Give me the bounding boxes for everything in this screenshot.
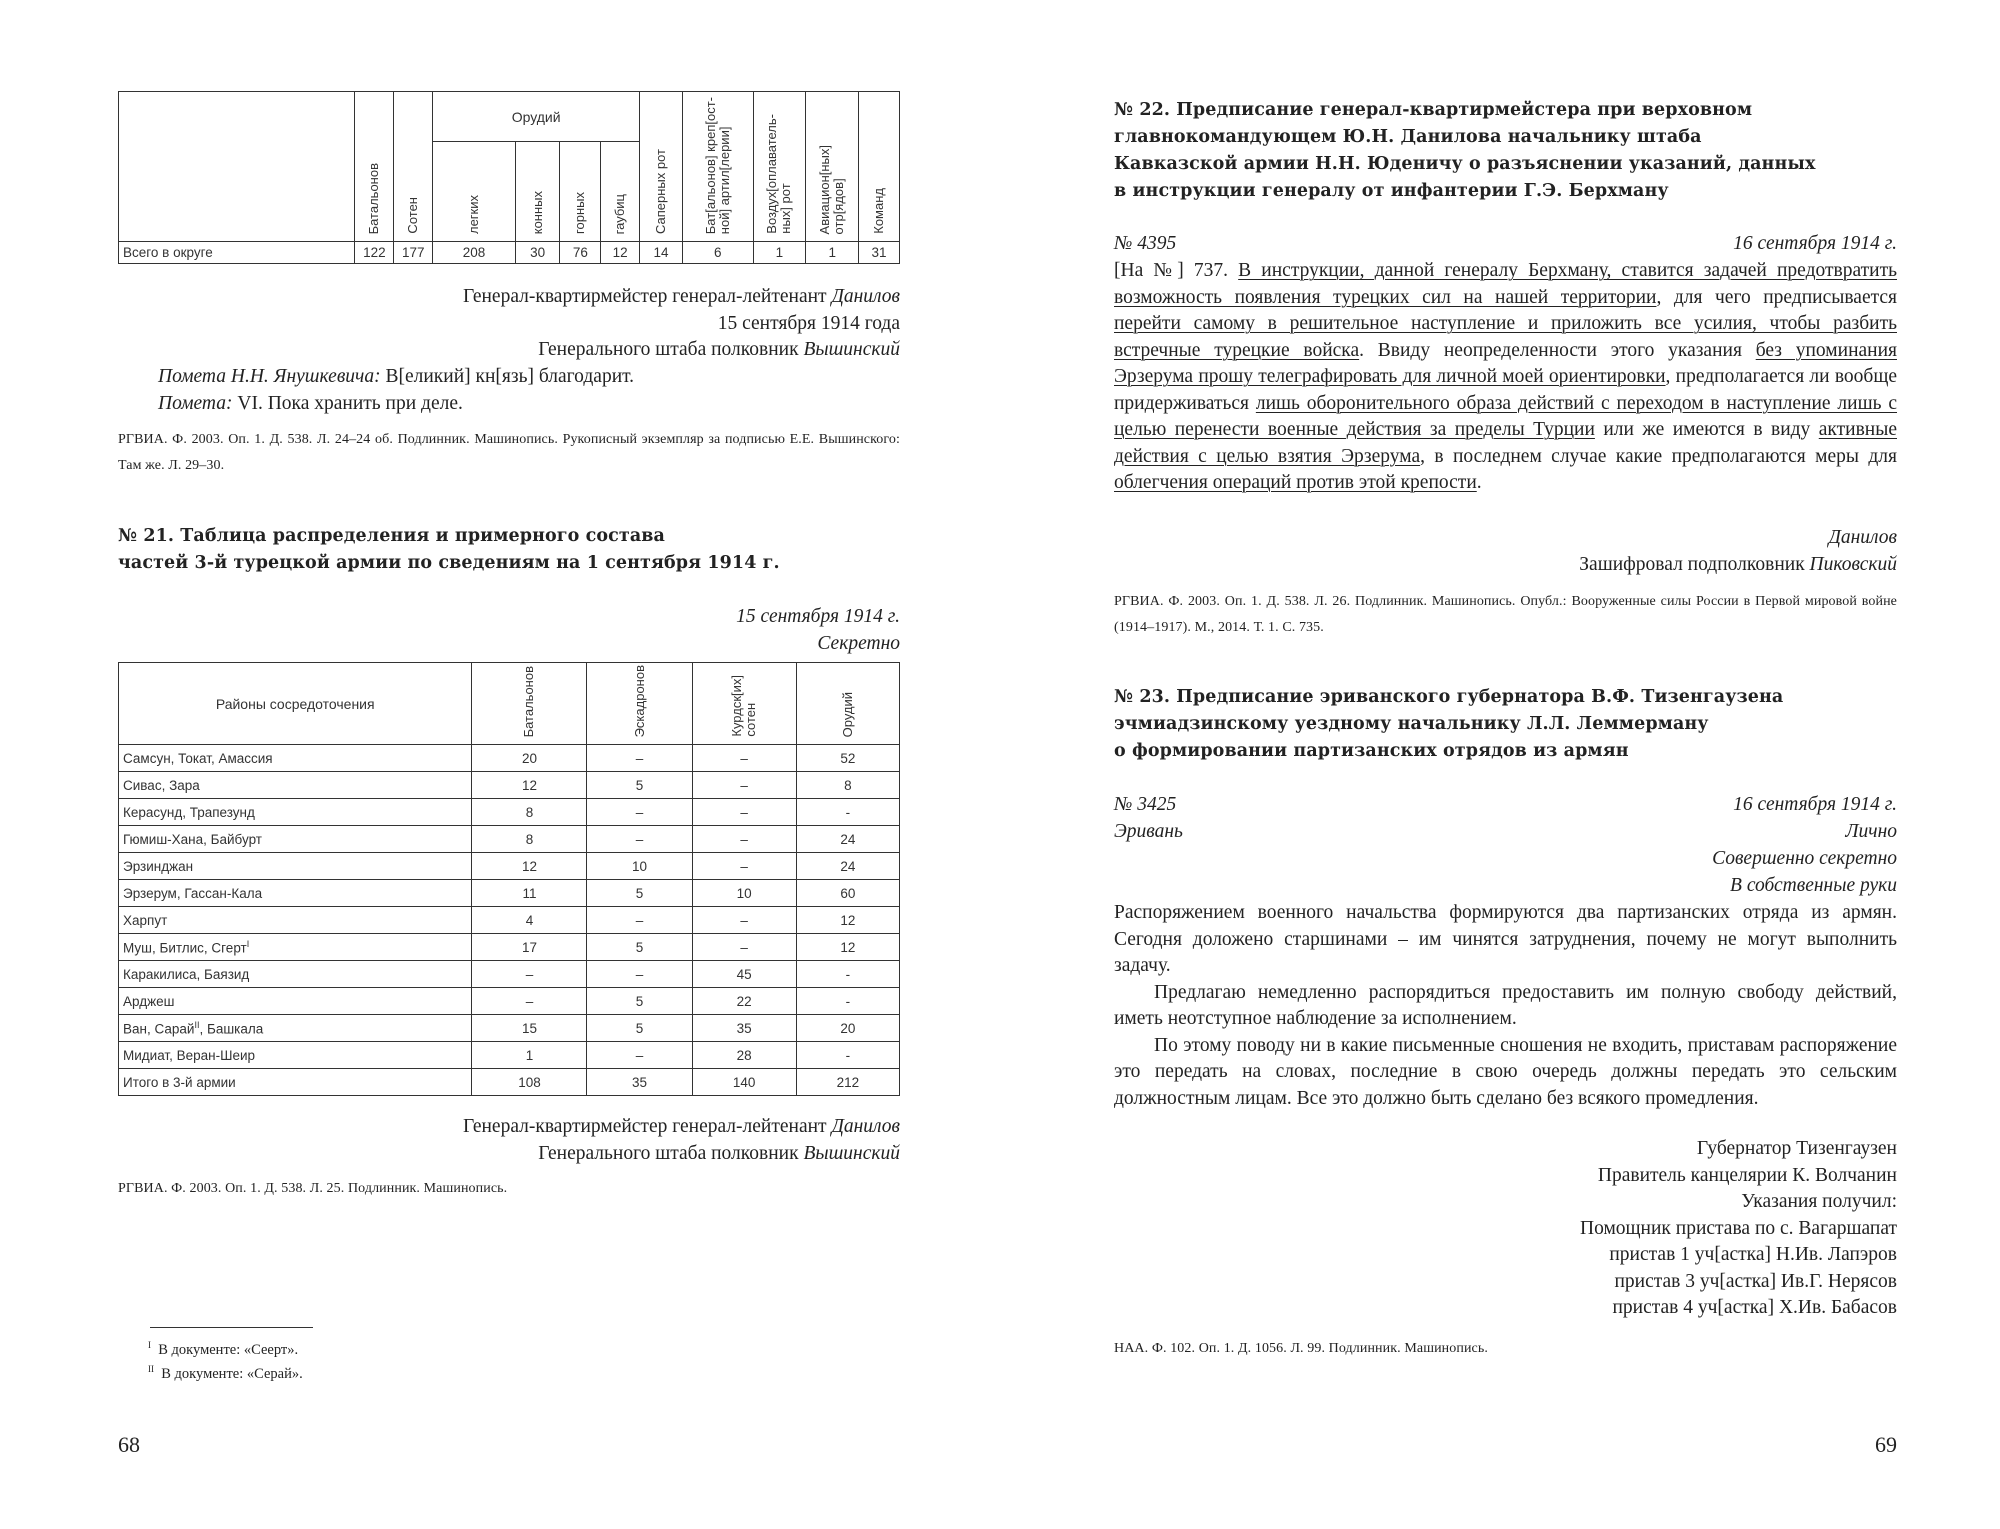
row-label: Муш, Битлис, Сгерт$^I$	[119, 934, 472, 961]
table-row	[119, 1042, 900, 1069]
signature-line: Помощник пристава по с. Вагаршапат	[1579, 1217, 1897, 1239]
table-row	[119, 826, 900, 853]
table-row	[119, 242, 900, 264]
source-citation: РГВИА. Ф. 2003. Оп. 1. Д. 538. Л. 25. Подлинник. Машинопись.	[118, 1181, 508, 1196]
signature-block	[118, 284, 900, 364]
column-header: гаубиц	[601, 142, 640, 242]
footnote-mark: I	[246, 938, 250, 949]
cell: 60	[796, 880, 899, 907]
column-header: Авиацион[ных] отр[ядов]	[806, 92, 859, 242]
document-date: 16 сентября 1914 г.	[1733, 233, 1897, 254]
cell: –	[587, 799, 692, 826]
title-line: в инструкции генералу от инфантерии Г.Э. Берхману	[1114, 181, 1669, 201]
footnote-text: В документе: «Сеерт».	[158, 1341, 299, 1358]
cell: -	[796, 961, 899, 988]
document-number: № 3425	[1114, 794, 1177, 815]
table-row	[119, 880, 900, 907]
cell: 52	[796, 745, 899, 772]
footnote	[148, 1360, 648, 1384]
cell: 15	[472, 1015, 587, 1042]
column-header: Батальонов	[472, 663, 587, 745]
row-label: Сивас, Зара	[119, 772, 472, 799]
underlined-text: лишь оборонительного образа действий с переходом в наступление лишь с целью перенести военные действия за пределы Турции	[1114, 392, 1898, 440]
signature-title: Зашифровал подполковник	[1579, 554, 1810, 575]
footnote	[148, 1336, 648, 1360]
underlined-text: перейти самому в решительное наступление и приложить все усилия, чтобы разбить встречные турецкие войска	[1114, 313, 1897, 361]
group-header: Орудий	[433, 92, 640, 142]
cell: –	[692, 745, 796, 772]
cell: 14	[640, 242, 683, 264]
cell: 4	[472, 907, 587, 934]
text-segment: , в последнем случае какие предполагаются меры для	[1420, 445, 1897, 467]
column-header: конных	[515, 142, 560, 242]
text-segment: или же имеются в виду	[1594, 419, 1819, 440]
cell: –	[472, 961, 587, 988]
row-label: Мидиат, Веран-Шеир	[119, 1042, 472, 1069]
text-segment: [На №] 737.	[1114, 260, 1239, 281]
row-label: Харпут	[119, 907, 472, 934]
cell: –	[472, 988, 587, 1015]
cell: 30	[515, 242, 560, 264]
signature-name: Пиковский	[1809, 554, 1897, 575]
cell: 17	[472, 934, 587, 961]
cell: 5	[587, 1015, 692, 1042]
cell: 11	[472, 880, 587, 907]
document-date: 16 сентября 1914 г.	[1733, 794, 1897, 815]
army-distribution-table	[118, 662, 900, 1096]
signature-name: Данилов	[1828, 527, 1897, 548]
cell: –	[587, 745, 692, 772]
cell: 45	[692, 961, 796, 988]
cell: –	[692, 934, 796, 961]
column-header: Орудий	[796, 663, 899, 745]
cell: 1	[472, 1042, 587, 1069]
row-label: Ван, Сарай$^{II}$, Башкала	[119, 1015, 472, 1042]
signature-title: Генерального штаба полковник	[538, 1142, 804, 1164]
table-row	[119, 988, 900, 1015]
column-header: Воздух[оплаватель- ных] рот	[753, 92, 806, 242]
title-line: главнокомандующем Ю.Н. Данилова начальнику штаба	[1114, 127, 1702, 147]
signature-line: пристав 1 уч[астка] Н.Ив. Лапэров	[1609, 1244, 1897, 1265]
cell: 20	[472, 745, 587, 772]
signature-title: Генерал-квартирмейстер генерал-лейтенант	[463, 1116, 832, 1137]
table-row	[119, 799, 900, 826]
secrecy-mark: Секретно	[817, 633, 900, 654]
signature-line: пристав 4 уч[астка] Х.Ив. Бабасов	[1612, 1297, 1897, 1318]
cell: 12	[601, 242, 640, 264]
underlined-text: облегчения операций против этой крепости	[1114, 472, 1477, 493]
cell: -	[796, 1042, 899, 1069]
underlined-text: В инструкции, данной генералу Берхману, ставится задачей предотвратить возможность появления турецких сил на нашей территории	[1114, 260, 1897, 308]
row-label: Самсун, Токат, Амассия	[119, 745, 472, 772]
signature-name: Вышинский	[803, 1142, 900, 1164]
document-title	[118, 523, 918, 577]
table-row	[119, 961, 900, 988]
title-line: частей 3-й турецкой армии по сведениям на 1 сентября 1914 г.	[118, 553, 780, 573]
table-row	[119, 853, 900, 880]
title-line: № 22. Предписание генерал-квартирмейстера при верховном	[1114, 100, 1753, 120]
table-row	[119, 1069, 900, 1096]
cell: 177	[394, 242, 433, 264]
cell: 108	[472, 1069, 587, 1096]
cell: –	[692, 772, 796, 799]
cell: –	[692, 826, 796, 853]
cell: 5	[587, 988, 692, 1015]
secrecy-mark: В собственные руки	[1730, 875, 1897, 896]
footnote-mark: II	[194, 1019, 200, 1030]
cell: –	[692, 853, 796, 880]
document-title	[1114, 684, 1914, 765]
cell: –	[692, 907, 796, 934]
column-header: Сотен	[394, 92, 433, 242]
cell: 122	[355, 242, 394, 264]
right-page	[1000, 0, 2000, 1529]
footnote-mark: II	[148, 1363, 154, 1374]
cell: 1	[806, 242, 859, 264]
cell: –	[692, 799, 796, 826]
note-label: Помета Н.Н. Янушкевича:	[158, 366, 381, 387]
title-line: о формировании партизанских отрядов из армян	[1114, 741, 1629, 761]
column-header: горных	[560, 142, 601, 242]
document-body	[1114, 258, 1897, 497]
cell: 24	[796, 853, 899, 880]
row-label: Арджеш	[119, 988, 472, 1015]
signature-line: Правитель канцелярии К. Волчанин	[1597, 1164, 1897, 1186]
signature-block	[118, 1114, 900, 1167]
cell: 208	[433, 242, 516, 264]
district-totals-table	[118, 91, 900, 264]
cell: 8	[472, 826, 587, 853]
cell: 140	[692, 1069, 796, 1096]
cell: 5	[587, 880, 692, 907]
cell: 20	[796, 1015, 899, 1042]
cell: –	[587, 1042, 692, 1069]
column-header: Районы сосредоточения	[119, 663, 472, 745]
cell: 212	[796, 1069, 899, 1096]
document-title	[1114, 97, 1914, 205]
cell: -	[796, 988, 899, 1015]
cell: 10	[692, 880, 796, 907]
cell: 12	[472, 772, 587, 799]
document-body	[1114, 900, 1897, 1112]
secrecy-mark: Совершенно секретно	[1712, 848, 1897, 869]
cell: 8	[796, 772, 899, 799]
cell: 35	[587, 1069, 692, 1096]
source-citation: НАА. Ф. 102. Оп. 1. Д. 1056. Л. 99. Подлинник. Машинопись.	[1114, 1341, 1488, 1356]
table-row	[119, 907, 900, 934]
cell: 10	[587, 853, 692, 880]
column-header: Батальонов	[355, 92, 394, 242]
row-label: Гюмиш-Хана, Байбурт	[119, 826, 472, 853]
title-line: эчмиадзинскому уездному начальнику Л.Л. Леммерману	[1114, 714, 1709, 734]
signature-line: пристав 3 уч[астка] Ив.Г. Нерясов	[1614, 1270, 1897, 1292]
paragraph: Распоряжением военного начальства формируются два партизанских отряда из армян. Сегодня доложено старшинами – им чинятся затруднения, почему не могут выполнить задачу.	[1114, 902, 1897, 976]
document-place: Эривань	[1114, 821, 1183, 842]
cell: 24	[796, 826, 899, 853]
footnote-mark: I	[148, 1340, 151, 1350]
note-text: В[еликий] кн[язь] благодарит.	[380, 366, 635, 387]
signature-name: Данилов	[831, 286, 900, 307]
cell: 28	[692, 1042, 796, 1069]
footnotes	[148, 1336, 648, 1384]
text-segment: , предполагается ли вообще придерживаться	[1114, 366, 1898, 414]
paragraph: Предлагаю немедленно распорядиться предоставить им полную свободу действий, иметь неотступное наблюдение за исполнением.	[1114, 981, 1897, 1029]
signature-name: Вышинский	[803, 339, 900, 360]
cell: 5	[587, 772, 692, 799]
cell: 31	[859, 242, 900, 264]
cell: 35	[692, 1015, 796, 1042]
row-label: Эрзинджан	[119, 853, 472, 880]
signature-block	[1114, 552, 1897, 579]
table-row	[119, 745, 900, 772]
cell: 5	[587, 934, 692, 961]
document-date: 15 сентября 1914 г.	[736, 606, 900, 627]
cell: 12	[472, 853, 587, 880]
column-header: Команд	[859, 92, 900, 242]
paragraph: По этому поводу ни в какие письменные сношения не входить, приставам распоряжение это передать на словах, последние в свою очередь должны передать это сельским должностным лицам. Все это должно быть сделано без всякого промедления.	[1114, 1034, 1897, 1109]
column-header: Эскадронов	[587, 663, 692, 745]
page-number: 69	[1875, 1432, 1897, 1457]
table-row	[119, 1015, 900, 1042]
row-label: Каракилиса, Баязид	[119, 961, 472, 988]
text-segment: . Ввиду неопределенности этого указания	[1359, 339, 1756, 361]
cell: 22	[692, 988, 796, 1015]
page-number: 68	[118, 1432, 140, 1457]
column-header: Саперных рот	[640, 92, 683, 242]
table-row	[119, 934, 900, 961]
text-segment: .	[1476, 472, 1482, 493]
signature-title: Генерального штаба полковник	[538, 339, 804, 360]
signature-line: Губернатор Тизенгаузен	[1696, 1138, 1897, 1159]
signature-line: Указания получил:	[1741, 1191, 1897, 1212]
signature-list	[1114, 1136, 1897, 1322]
row-label: Всего в округе	[119, 242, 355, 264]
row-label: Итого в 3-й армии	[119, 1069, 472, 1096]
note-line	[158, 391, 900, 418]
note-line	[158, 364, 900, 391]
table-row	[119, 772, 900, 799]
cell: 12	[796, 907, 899, 934]
footnote-rule	[150, 1327, 313, 1328]
cell: 76	[560, 242, 601, 264]
column-header: легких	[433, 142, 516, 242]
cell: 1	[753, 242, 806, 264]
secrecy-mark: Лично	[1845, 821, 1897, 842]
cell: –	[587, 826, 692, 853]
cell: –	[587, 907, 692, 934]
note-label: Помета:	[158, 393, 233, 414]
underlined-text: активные действия с целью взятия Эрзерума	[1114, 419, 1897, 467]
title-line: Кавказской армии Н.Н. Юденичу о разъяснении указаний, данных	[1114, 154, 1816, 174]
text-segment: , для чего предписывается	[1656, 286, 1897, 308]
column-header: Курдск[их] сотен	[692, 663, 796, 745]
signature-title: Генерал-квартирмейстер генерал-лейтенант	[463, 286, 832, 307]
row-label: Керасунд, Трапезунд	[119, 799, 472, 826]
cell: –	[587, 961, 692, 988]
title-line: № 21. Таблица распределения и примерного состава	[118, 526, 665, 546]
table-corner	[119, 92, 355, 242]
title-line: № 23. Предписание эриванского губернатора В.Ф. Тизенгаузена	[1114, 687, 1784, 707]
document-number: № 4395	[1114, 233, 1177, 254]
source-citation: РГВИА. Ф. 2003. Оп. 1. Д. 538. Л. 24–24 об. Подлинник. Машинопись. Рукописный экземпляр за подписью Е.Е. Вышинского: Там же. Л. 29–30.	[118, 432, 900, 473]
underlined-text: без упоминания Эрзерума прошу телеграфировать для личной моей ориентировки	[1114, 339, 1897, 387]
signature-date: 15 сентября 1914 года	[717, 312, 900, 334]
cell: 6	[682, 242, 753, 264]
cell: -	[796, 799, 899, 826]
signature-name: Данилов	[831, 1116, 900, 1137]
cell: 8	[472, 799, 587, 826]
row-label: Эрзерум, Гассан-Кала	[119, 880, 472, 907]
footnote-text: В документе: «Серай».	[161, 1365, 303, 1382]
note-text: VI. Пока хранить при деле.	[232, 393, 463, 414]
source-citation: РГВИА. Ф. 2003. Оп. 1. Д. 538. Л. 26. Подлинник. Машинопись. Опубл.: Вооруженные силы России в Первой мировой войне (1914–1917). М., 2014. Т. 1. С. 735.	[1114, 594, 1897, 635]
column-header: Бат[альонов] креп[ост- ной] артил[лерии]	[682, 92, 753, 242]
cell: 12	[796, 934, 899, 961]
